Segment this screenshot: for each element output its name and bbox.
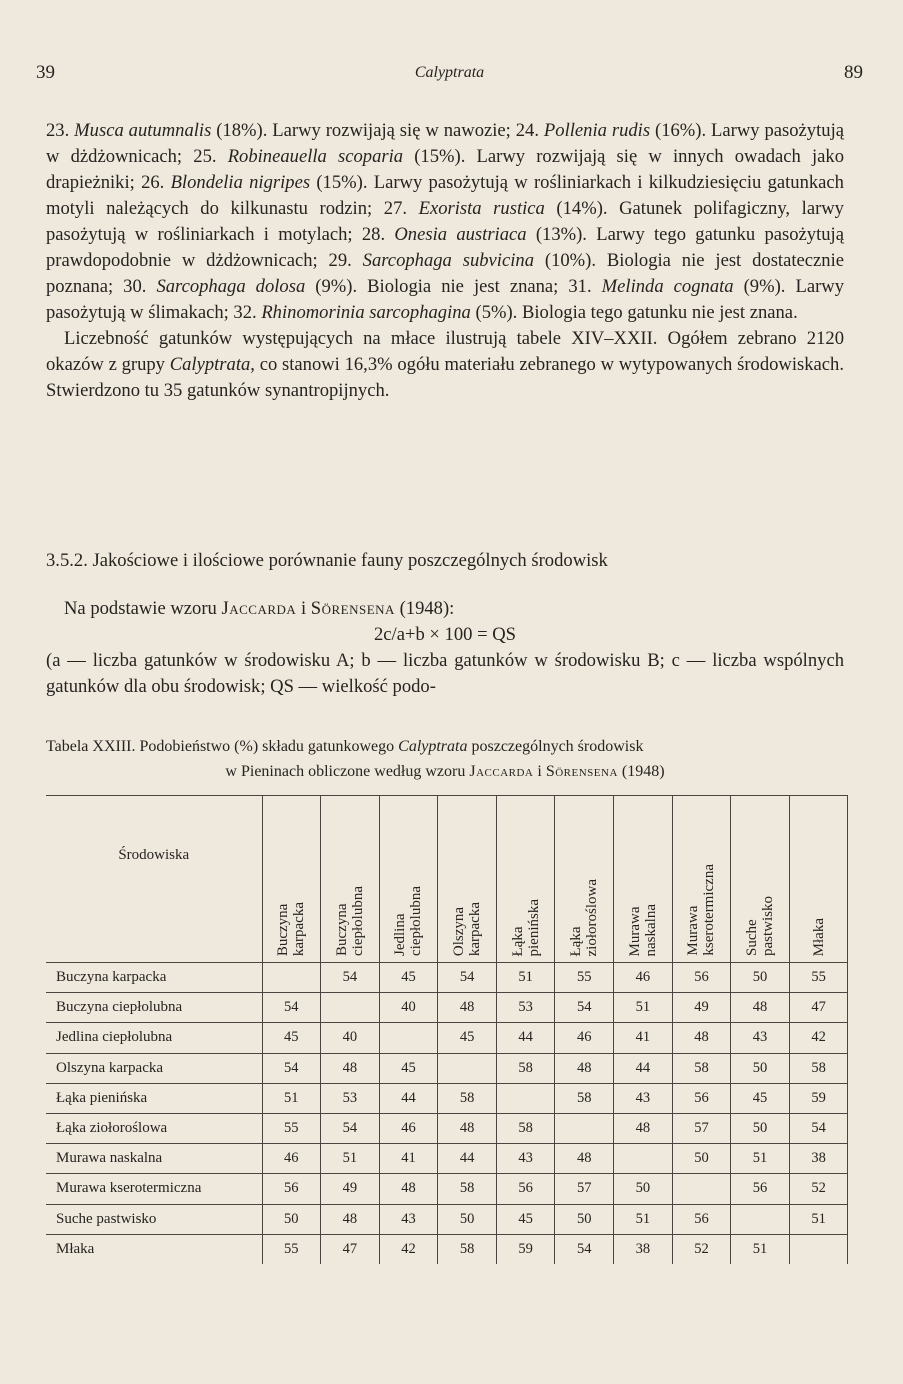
similarity-table	[46, 795, 848, 1264]
table-cell: 50	[672, 1144, 731, 1174]
table-row	[46, 1053, 848, 1083]
table-cell: 42	[789, 1023, 848, 1053]
table-cell: 48	[438, 1113, 497, 1143]
italic-term: Calyptrata	[169, 354, 251, 375]
text-run: (15%). Larwy rozwijają się w innych owadach jako drapieżniki; 26.	[46, 146, 845, 193]
table-cell: 45	[262, 1023, 321, 1053]
table-cell: 56	[672, 963, 731, 993]
table-row	[46, 1144, 848, 1174]
row-label: Buczyna karpacka	[46, 963, 262, 993]
table-cell	[672, 1174, 731, 1204]
table-cell: 59	[496, 1234, 555, 1264]
table-cell: 44	[496, 1023, 555, 1053]
table-cell: 52	[789, 1174, 848, 1204]
table-cell: 46	[555, 1023, 614, 1053]
table-cell: 50	[731, 1053, 790, 1083]
text-run: , co stanowi 16,3% ogółu materiału zebranego w wytypowanych środowiskach. Stwierdzono tu 35 gatunków synantropijnych.	[46, 354, 844, 401]
table-row	[46, 1204, 848, 1234]
column-header	[438, 796, 497, 963]
table-row	[46, 1113, 848, 1143]
italic-term: Melinda cognata	[601, 276, 734, 297]
table-cell: 50	[731, 1113, 790, 1143]
row-label: Młaka	[46, 1234, 262, 1264]
table-cell: 48	[672, 1023, 731, 1053]
table-cell: 44	[379, 1083, 438, 1113]
table-cell: 54	[321, 963, 380, 993]
table-cell: 50	[262, 1204, 321, 1234]
page-number-right: 89	[844, 62, 863, 83]
table-cell	[379, 1023, 438, 1053]
formula-block	[46, 596, 844, 700]
table-cell	[438, 1053, 497, 1083]
table-cell: 46	[379, 1113, 438, 1143]
table-cell: 58	[496, 1053, 555, 1083]
table-row	[46, 1083, 848, 1113]
table-cell: 51	[789, 1204, 848, 1234]
text-run: poszczególnych środowisk	[467, 738, 644, 755]
table-cell: 54	[555, 993, 614, 1023]
table-cell	[262, 963, 321, 993]
table-cell: 53	[321, 1083, 380, 1113]
column-header-label: Buczyna karpacka	[275, 901, 308, 956]
author-name: Jaccarda	[469, 763, 534, 780]
text-run: (5%). Biologia tego gatunku nie jest znana.	[470, 302, 798, 323]
table-cell: 51	[321, 1144, 380, 1174]
column-header	[379, 796, 438, 963]
table-cell: 55	[789, 963, 848, 993]
table-row	[46, 1023, 848, 1053]
column-header-label: Murawa kserotermiczna	[685, 864, 718, 956]
row-label: Suche pastwisko	[46, 1204, 262, 1234]
text-run: Na podstawie wzoru	[64, 598, 222, 619]
table-cell: 40	[379, 993, 438, 1023]
column-header-label: Jedlina ciepłolubna	[392, 886, 425, 956]
table-cell: 47	[789, 993, 848, 1023]
running-title: Calyptrata	[414, 64, 485, 81]
text-run: (15%). Larwy pasożytują w rośliniarkach i kilkudziesięciu gatunkach motyli należących do kilkunastu rodzin; 27.	[46, 172, 844, 219]
italic-term: Robineauella scoparia	[227, 146, 404, 167]
column-header	[321, 796, 380, 963]
column-header	[789, 796, 848, 963]
author-name: Jaccarda	[221, 598, 297, 619]
table-cell: 43	[614, 1083, 673, 1113]
caption-line-2	[46, 759, 844, 784]
table-cell: 47	[321, 1234, 380, 1264]
table-caption	[46, 734, 844, 784]
table-cell: 45	[496, 1204, 555, 1234]
table-cell	[789, 1234, 848, 1264]
table-cell: 54	[555, 1234, 614, 1264]
table-cell: 45	[379, 1053, 438, 1083]
table-cell: 38	[789, 1144, 848, 1174]
italic-term: Pollenia rudis	[543, 120, 651, 141]
table-cell: 51	[262, 1083, 321, 1113]
text-run: (9%). Biologia nie jest znana; 31.	[305, 276, 602, 297]
table-cell: 56	[672, 1083, 731, 1113]
table-cell: 56	[672, 1204, 731, 1234]
table-row	[46, 1234, 848, 1264]
table-cell: 48	[321, 1204, 380, 1234]
table-cell: 54	[789, 1113, 848, 1143]
table-cell: 43	[731, 1023, 790, 1053]
table-cell: 55	[262, 1234, 321, 1264]
table-cell: 40	[321, 1023, 380, 1053]
italic-term: Sarcophaga subvicina	[362, 250, 534, 271]
table-cell: 59	[789, 1083, 848, 1113]
table-body	[46, 963, 848, 1264]
text-run: w Pieninach obliczone według wzoru	[225, 763, 470, 780]
text-run: i	[533, 763, 546, 780]
table-cell: 56	[262, 1174, 321, 1204]
italic-term: Blondelia nigripes	[170, 172, 311, 193]
table-cell: 58	[496, 1113, 555, 1143]
table-row	[46, 1174, 848, 1204]
table-cell: 48	[321, 1053, 380, 1083]
table-cell: 51	[731, 1234, 790, 1264]
italic-term: Onesia austriaca	[394, 224, 527, 245]
table-cell: 56	[731, 1174, 790, 1204]
column-header-label: Młaka	[810, 917, 827, 956]
formula-intro	[46, 596, 844, 622]
column-header-label: Buczyna ciepłolubna	[333, 886, 366, 956]
column-header-label: Olszyna karpacka	[451, 901, 484, 956]
table-cell: 52	[672, 1234, 731, 1264]
table-cell: 50	[614, 1174, 673, 1204]
table-cell: 50	[555, 1204, 614, 1234]
corner-label: Środowiska	[118, 846, 190, 863]
row-label: Łąka ziołoroślowa	[46, 1113, 262, 1143]
table-cell	[555, 1113, 614, 1143]
column-header-label: Murawa naskalna	[626, 903, 659, 956]
table-cell: 57	[672, 1113, 731, 1143]
column-header	[672, 796, 731, 963]
table-cell: 53	[496, 993, 555, 1023]
table-row	[46, 963, 848, 993]
text-run: Tabela XXIII. Podobieństwo (%) składu gatunkowego	[46, 738, 399, 755]
author-name: Sörensena	[545, 763, 618, 780]
formula-explanation: (a — liczba gatunków w środowisku A; b — liczba gatunków w środowisku B; c — liczba wspólnych gatunków dla obu środowisk; QS — wielkość podo-	[46, 650, 844, 697]
column-header	[731, 796, 790, 963]
table-cell: 50	[731, 963, 790, 993]
column-header	[262, 796, 321, 963]
section-heading: 3.5.2. Jakościowe i ilościowe porównanie fauny poszczególnych środowisk	[46, 550, 608, 571]
table-cell: 41	[614, 1023, 673, 1053]
table-cell: 54	[262, 993, 321, 1023]
text-run: (18%). Larwy rozwijają się w nawozie; 24.	[211, 120, 544, 141]
table-cell: 58	[789, 1053, 848, 1083]
table-cell: 45	[731, 1083, 790, 1113]
page-header	[36, 62, 863, 86]
table-cell: 48	[555, 1053, 614, 1083]
formula: 2c/a+b × 100 = QS	[374, 624, 516, 645]
table-cell: 58	[438, 1234, 497, 1264]
table-cell: 48	[379, 1174, 438, 1204]
column-header	[614, 796, 673, 963]
table-cell: 56	[496, 1174, 555, 1204]
summary-paragraph	[46, 326, 844, 404]
table-cell: 42	[379, 1234, 438, 1264]
table-cell: 49	[672, 993, 731, 1023]
table-cell: 55	[555, 963, 614, 993]
table-cell: 43	[496, 1144, 555, 1174]
table-row	[46, 993, 848, 1023]
row-label: Buczyna ciepłolubna	[46, 993, 262, 1023]
text-run: (9%). Larwy pasożytują w ślimakach; 32.	[46, 276, 844, 323]
table-cell: 48	[731, 993, 790, 1023]
table-cell: 48	[555, 1144, 614, 1174]
table-cell: 48	[614, 1113, 673, 1143]
corner-header	[46, 796, 262, 963]
italic-term: Musca autumnalis	[74, 120, 212, 141]
row-label: Murawa naskalna	[46, 1144, 262, 1174]
italic-term: Exorista rustica	[418, 198, 545, 219]
table-cell	[614, 1144, 673, 1174]
column-header-label: Łąka ziołoroślowa	[568, 878, 601, 956]
table-cell	[731, 1204, 790, 1234]
table-cell: 48	[438, 993, 497, 1023]
italic-term: Rhinomorinia sarcophagina	[261, 302, 471, 323]
table-cell: 51	[731, 1144, 790, 1174]
italic-term: Calyptrata	[398, 738, 468, 755]
text-run: (16%). Larwy pasożytują w dżdżownicach; 25.	[46, 120, 844, 167]
table-cell	[496, 1083, 555, 1113]
column-header-label: Łąka pienińska	[509, 898, 542, 956]
table-cell: 38	[614, 1234, 673, 1264]
row-label: Łąka pienińska	[46, 1083, 262, 1113]
text-run: (1948):	[394, 598, 455, 619]
table-cell: 51	[614, 1204, 673, 1234]
table-cell: 50	[438, 1204, 497, 1234]
table-cell: 58	[438, 1174, 497, 1204]
column-header-label: Suche pastwisko	[744, 896, 777, 956]
column-header	[555, 796, 614, 963]
text-run: (1948)	[617, 763, 665, 780]
text-run: i	[296, 598, 311, 619]
table-cell: 41	[379, 1144, 438, 1174]
text-run: (14%). Gatunek polifagiczny, larwy pasożytują w rośliniarkach i motylach; 28.	[46, 198, 844, 245]
caption-line-1	[46, 734, 844, 759]
row-label: Olszyna karpacka	[46, 1053, 262, 1083]
row-label: Jedlina ciepłolubna	[46, 1023, 262, 1053]
table-cell: 57	[555, 1174, 614, 1204]
text-run: (10%). Biologia nie jest dostatecznie poznana; 30.	[46, 250, 844, 297]
text-run: Liczebność gatunków występujących na młace ilustrują tabele XIV–XXII. Ogółem zebrano 2120 okazów z grupy	[46, 328, 844, 375]
table-cell: 49	[321, 1174, 380, 1204]
page-number-left: 39	[36, 62, 55, 83]
table-cell: 58	[672, 1053, 731, 1083]
column-header	[496, 796, 555, 963]
italic-term: Sarcophaga dolosa	[156, 276, 306, 297]
table-cell: 45	[379, 963, 438, 993]
table-cell: 55	[262, 1113, 321, 1143]
text-run: 23.	[46, 120, 75, 141]
table-cell: 51	[614, 993, 673, 1023]
row-label: Murawa kserotermiczna	[46, 1174, 262, 1204]
table-cell: 46	[262, 1144, 321, 1174]
table-header-row	[46, 796, 848, 963]
table-cell: 58	[555, 1083, 614, 1113]
table-cell: 51	[496, 963, 555, 993]
table-cell: 54	[321, 1113, 380, 1143]
table-cell: 45	[438, 1023, 497, 1053]
table-cell: 43	[379, 1204, 438, 1234]
similarity-table-wrapper	[46, 795, 848, 1264]
table-cell: 54	[438, 963, 497, 993]
table-cell: 44	[614, 1053, 673, 1083]
body-text	[46, 118, 844, 404]
author-name: Sörensena	[310, 598, 395, 619]
text-run: (13%). Larwy tego gatunku pasożytują prawdopodobnie w dżdżownicach; 29.	[46, 224, 844, 271]
table-cell: 44	[438, 1144, 497, 1174]
table-cell: 46	[614, 963, 673, 993]
table-cell: 54	[262, 1053, 321, 1083]
table-cell: 58	[438, 1083, 497, 1113]
table-cell	[321, 993, 380, 1023]
species-paragraph	[46, 118, 844, 326]
